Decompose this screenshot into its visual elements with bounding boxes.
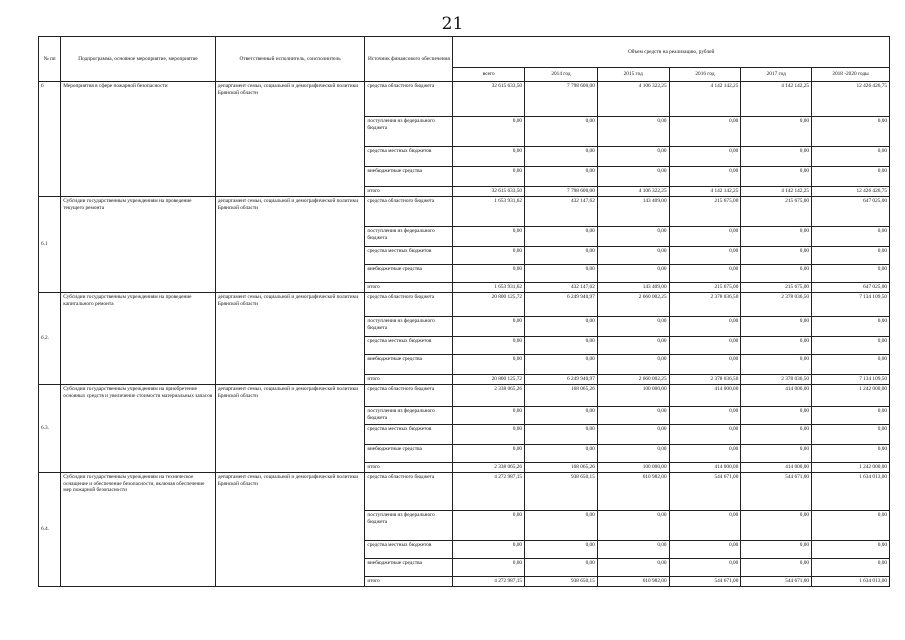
amount-2017: 0,00	[741, 511, 812, 541]
amount-2014: 0,00	[525, 425, 598, 445]
funding-source: итого	[365, 463, 453, 473]
amount-2014: 0,00	[525, 559, 598, 577]
amount-2014: 0,00	[525, 337, 598, 355]
amount-2015: 0,00	[597, 147, 669, 167]
amount-total: 4 272 987,15	[453, 473, 525, 511]
amount-2018-2020: 0,00	[812, 425, 890, 445]
executor: департамент семьи, социальной и демографической политики Брянской области	[215, 293, 365, 385]
amount-total: 0,00	[453, 337, 525, 355]
amount-2014: 0,00	[525, 355, 598, 375]
funding-source: итого	[365, 283, 453, 293]
row-number: 6.1	[39, 197, 61, 293]
amount-2015: 0,00	[597, 265, 669, 283]
funding-source: поступления из федерального бюджета	[365, 407, 453, 425]
amount-total: 0,00	[453, 247, 525, 265]
amount-total: 1 653 931,62	[453, 283, 525, 293]
amount-2014: 0,00	[525, 117, 598, 147]
funding-source: внебюджетные средства	[365, 355, 453, 375]
header-volume: Объем средств на реализацию, рублей	[453, 37, 890, 68]
amount-2014: 0,00	[525, 167, 598, 187]
funding-source: средства местных бюджетов	[365, 541, 453, 559]
funding-source: средства областного бюджета	[365, 293, 453, 317]
amount-2014: 168 065,26	[525, 385, 598, 407]
amount-2016: 4 142 142,25	[669, 82, 741, 117]
table-row	[39, 293, 890, 317]
amount-2015: 2 660 002,25	[597, 293, 669, 317]
amount-2016: 0,00	[669, 445, 741, 463]
amount-2015: 100 000,00	[597, 463, 669, 473]
amount-2014: 7 798 600,00	[525, 82, 598, 117]
amount-2018-2020: 0,00	[812, 407, 890, 425]
amount-total: 0,00	[453, 511, 525, 541]
amount-total: 0,00	[453, 559, 525, 577]
funding-source: поступления из федерального бюджета	[365, 227, 453, 247]
amount-2018-2020: 1 634 013,00	[812, 577, 890, 587]
amount-2018-2020: 0,00	[812, 265, 890, 283]
amount-2014: 6 249 940,97	[525, 375, 598, 385]
amount-total: 0,00	[453, 167, 525, 187]
amount-2017: 0,00	[741, 445, 812, 463]
funding-source: средства местных бюджетов	[365, 337, 453, 355]
amount-total: 0,00	[453, 407, 525, 425]
amount-2018-2020: 7 134 109,50	[812, 375, 890, 385]
funding-source: итого	[365, 375, 453, 385]
amount-2017: 0,00	[741, 317, 812, 337]
executor: департамент семьи, социальной и демографической политики Брянской области	[215, 473, 365, 587]
amount-2014: 0,00	[525, 407, 598, 425]
amount-2018-2020: 1 242 000,00	[812, 385, 890, 407]
funding-source: средства местных бюджетов	[365, 147, 453, 167]
funding-source: средства местных бюджетов	[365, 425, 453, 445]
amount-total: 32 615 633,50	[453, 82, 525, 117]
amount-2014: 0,00	[525, 147, 598, 167]
amount-2018-2020: 12 426 426,75	[812, 82, 890, 117]
amount-2017: 414 000,00	[741, 463, 812, 473]
amount-2015: 0,00	[597, 317, 669, 337]
amount-2014: 7 798 600,00	[525, 187, 598, 197]
amount-2018-2020: 7 134 109,50	[812, 293, 890, 317]
amount-2015: 0,00	[597, 541, 669, 559]
table-row	[39, 197, 890, 227]
amount-2015: 0,00	[597, 425, 669, 445]
header-executor: Ответственный исполнитель, соисполнитель	[215, 37, 365, 82]
amount-2017: 0,00	[741, 167, 812, 187]
amount-2016: 2 378 036,50	[669, 293, 741, 317]
amount-2014: 0,00	[525, 247, 598, 265]
header-year-2015: 2015 год	[597, 68, 669, 82]
amount-2014: 0,00	[525, 265, 598, 283]
budget-table	[38, 36, 890, 587]
amount-2018-2020: 0,00	[812, 541, 890, 559]
amount-2014: 6 249 940,97	[525, 293, 598, 317]
amount-2015: 143 409,00	[597, 197, 669, 227]
amount-2016: 0,00	[669, 355, 741, 375]
amount-total: 0,00	[453, 425, 525, 445]
measure-name: Субсидии государственным учреждениям на приобретение основных средств и увеличение стоимости материальных запасов	[61, 385, 216, 473]
amount-total: 20 800 125,72	[453, 293, 525, 317]
amount-2018-2020: 0,00	[812, 445, 890, 463]
amount-2016: 0,00	[669, 227, 741, 247]
executor: департамент семьи, социальной и демографической политики Брянской области	[215, 82, 365, 197]
header-year-2017: 2017 год	[741, 68, 812, 82]
amount-2017: 0,00	[741, 407, 812, 425]
amount-2015: 0,00	[597, 337, 669, 355]
amount-2016: 0,00	[669, 247, 741, 265]
row-number: 6.3.	[39, 385, 61, 473]
funding-source: средства областного бюджета	[365, 82, 453, 117]
amount-2016: 215 675,00	[669, 197, 741, 227]
funding-source: средства областного бюджета	[365, 197, 453, 227]
amount-total: 2 338 065,26	[453, 463, 525, 473]
amount-total: 0,00	[453, 355, 525, 375]
amount-total: 4 272 987,15	[453, 577, 525, 587]
amount-2018-2020: 0,00	[812, 355, 890, 375]
amount-2014: 0,00	[525, 227, 598, 247]
amount-2016: 0,00	[669, 317, 741, 337]
amount-total: 20 800 125,72	[453, 375, 525, 385]
amount-2017: 0,00	[741, 355, 812, 375]
table-row	[39, 473, 890, 511]
amount-total: 0,00	[453, 147, 525, 167]
amount-2016: 414 000,00	[669, 385, 741, 407]
amount-2018-2020: 0,00	[812, 117, 890, 147]
amount-2016: 544 671,00	[669, 473, 741, 511]
amount-2015: 610 982,00	[597, 577, 669, 587]
header-name: Подпрограмма, основное мероприятие, мероприятие	[61, 37, 216, 82]
amount-2018-2020: 0,00	[812, 167, 890, 187]
funding-source: поступления из федерального бюджета	[365, 117, 453, 147]
header-total: всего	[453, 68, 525, 82]
amount-total: 0,00	[453, 117, 525, 147]
amount-total: 0,00	[453, 227, 525, 247]
measure-name: Субсидии государственным учреждениям на техническое оснащение и обеспечение безопасности, включая обеспечение мер пожарной безопасности	[61, 473, 216, 587]
amount-2017: 0,00	[741, 337, 812, 355]
amount-2015: 2 660 002,25	[597, 375, 669, 385]
amount-2015: 4 106 322,25	[597, 82, 669, 117]
amount-total: 1 653 931,62	[453, 197, 525, 227]
amount-2016: 544 671,00	[669, 577, 741, 587]
amount-total: 0,00	[453, 445, 525, 463]
amount-2015: 0,00	[597, 445, 669, 463]
amount-total: 2 338 065,26	[453, 385, 525, 407]
page-number: 21	[441, 14, 464, 34]
row-number: 6	[39, 82, 61, 197]
amount-2018-2020: 0,00	[812, 559, 890, 577]
amount-2018-2020: 0,00	[812, 247, 890, 265]
funding-source: внебюджетные средства	[365, 167, 453, 187]
amount-2018-2020: 12 426 426,75	[812, 187, 890, 197]
funding-source: средства областного бюджета	[365, 385, 453, 407]
amount-2016: 0,00	[669, 407, 741, 425]
amount-2015: 0,00	[597, 247, 669, 265]
amount-2016: 0,00	[669, 337, 741, 355]
header-year-2016: 2016 год	[669, 68, 741, 82]
funding-source: средства областного бюджета	[365, 473, 453, 511]
funding-source: итого	[365, 577, 453, 587]
header-year-2014: 2014 год	[525, 68, 598, 82]
table-row	[39, 385, 890, 407]
amount-2015: 0,00	[597, 407, 669, 425]
amount-2015: 0,00	[597, 117, 669, 147]
amount-2018-2020: 647 025,00	[812, 197, 890, 227]
amount-2016: 0,00	[669, 147, 741, 167]
header-years-2018-2020: 2018 -2020 годы	[812, 68, 890, 82]
amount-2016: 0,00	[669, 425, 741, 445]
measure-name: Субсидии государственным учреждениям на проведение капитального ремонта	[61, 293, 216, 385]
amount-2018-2020: 0,00	[812, 147, 890, 167]
amount-2018-2020: 647 025,00	[812, 283, 890, 293]
amount-2018-2020: 0,00	[812, 227, 890, 247]
header-no: № пп	[39, 37, 61, 82]
measure-name: Мероприятия в сфере пожарной безопасности	[61, 82, 216, 197]
executor: департамент семьи, социальной и демографической политики Брянской области	[215, 385, 365, 473]
amount-2017: 0,00	[741, 425, 812, 445]
amount-2017: 0,00	[741, 559, 812, 577]
amount-2016: 0,00	[669, 541, 741, 559]
amount-2015: 4 106 322,25	[597, 187, 669, 197]
row-number: 6.4.	[39, 473, 61, 587]
funding-source: внебюджетные средства	[365, 559, 453, 577]
amount-2017: 0,00	[741, 541, 812, 559]
amount-2016: 215 675,00	[669, 283, 741, 293]
funding-source: внебюджетные средства	[365, 265, 453, 283]
amount-2014: 432 147,62	[525, 283, 598, 293]
amount-2016: 0,00	[669, 511, 741, 541]
measure-name: Субсидии государственным учреждениям на проведение текущего ремонта	[61, 197, 216, 293]
amount-2018-2020: 1 634 013,00	[812, 473, 890, 511]
amount-2017: 2 378 036,50	[741, 375, 812, 385]
amount-2018-2020: 0,00	[812, 337, 890, 355]
amount-2014: 0,00	[525, 445, 598, 463]
amount-2014: 938 650,15	[525, 577, 598, 587]
funding-source: поступления из федерального бюджета	[365, 317, 453, 337]
amount-total: 0,00	[453, 265, 525, 283]
amount-2015: 143 409,00	[597, 283, 669, 293]
amount-2017: 2 378 036,50	[741, 293, 812, 317]
amount-2014: 0,00	[525, 317, 598, 337]
amount-2017: 544 671,00	[741, 473, 812, 511]
amount-2017: 0,00	[741, 147, 812, 167]
amount-2015: 0,00	[597, 559, 669, 577]
amount-total: 0,00	[453, 541, 525, 559]
amount-2016: 2 378 036,50	[669, 375, 741, 385]
amount-2016: 4 142 142,25	[669, 187, 741, 197]
table-row	[39, 82, 890, 117]
amount-2018-2020: 0,00	[812, 511, 890, 541]
amount-2015: 0,00	[597, 355, 669, 375]
amount-2014: 432 147,62	[525, 197, 598, 227]
amount-total: 0,00	[453, 317, 525, 337]
amount-2018-2020: 0,00	[812, 317, 890, 337]
amount-total: 32 615 633,50	[453, 187, 525, 197]
amount-2015: 0,00	[597, 511, 669, 541]
row-number: 6.2.	[39, 293, 61, 385]
amount-2014: 0,00	[525, 511, 598, 541]
amount-2017: 0,00	[741, 117, 812, 147]
amount-2017: 0,00	[741, 227, 812, 247]
executor: департамент семьи, социальной и демографической политики Брянской области	[215, 197, 365, 293]
amount-2018-2020: 1 242 000,00	[812, 463, 890, 473]
amount-2017: 4 142 142,25	[741, 187, 812, 197]
amount-2015: 0,00	[597, 167, 669, 187]
amount-2015: 100 000,00	[597, 385, 669, 407]
amount-2017: 4 142 142,25	[741, 82, 812, 117]
table-body	[39, 82, 890, 587]
header-source: Источник финансового обеспечения	[365, 37, 453, 82]
amount-2017: 414 000,00	[741, 385, 812, 407]
amount-2016: 0,00	[669, 167, 741, 187]
amount-2014: 168 065,26	[525, 463, 598, 473]
amount-2017: 215 675,00	[741, 283, 812, 293]
funding-source: итого	[365, 187, 453, 197]
amount-2017: 0,00	[741, 265, 812, 283]
amount-2016: 414 000,00	[669, 463, 741, 473]
amount-2017: 0,00	[741, 247, 812, 265]
amount-2015: 610 982,00	[597, 473, 669, 511]
funding-source: средства местных бюджетов	[365, 247, 453, 265]
amount-2015: 0,00	[597, 227, 669, 247]
amount-2017: 544 671,00	[741, 577, 812, 587]
funding-source: внебюджетные средства	[365, 445, 453, 463]
amount-2016: 0,00	[669, 559, 741, 577]
amount-2014: 0,00	[525, 541, 598, 559]
amount-2014: 938 650,15	[525, 473, 598, 511]
amount-2017: 215 675,00	[741, 197, 812, 227]
amount-2016: 0,00	[669, 265, 741, 283]
funding-source: поступления из федерального бюджета	[365, 511, 453, 541]
amount-2016: 0,00	[669, 117, 741, 147]
